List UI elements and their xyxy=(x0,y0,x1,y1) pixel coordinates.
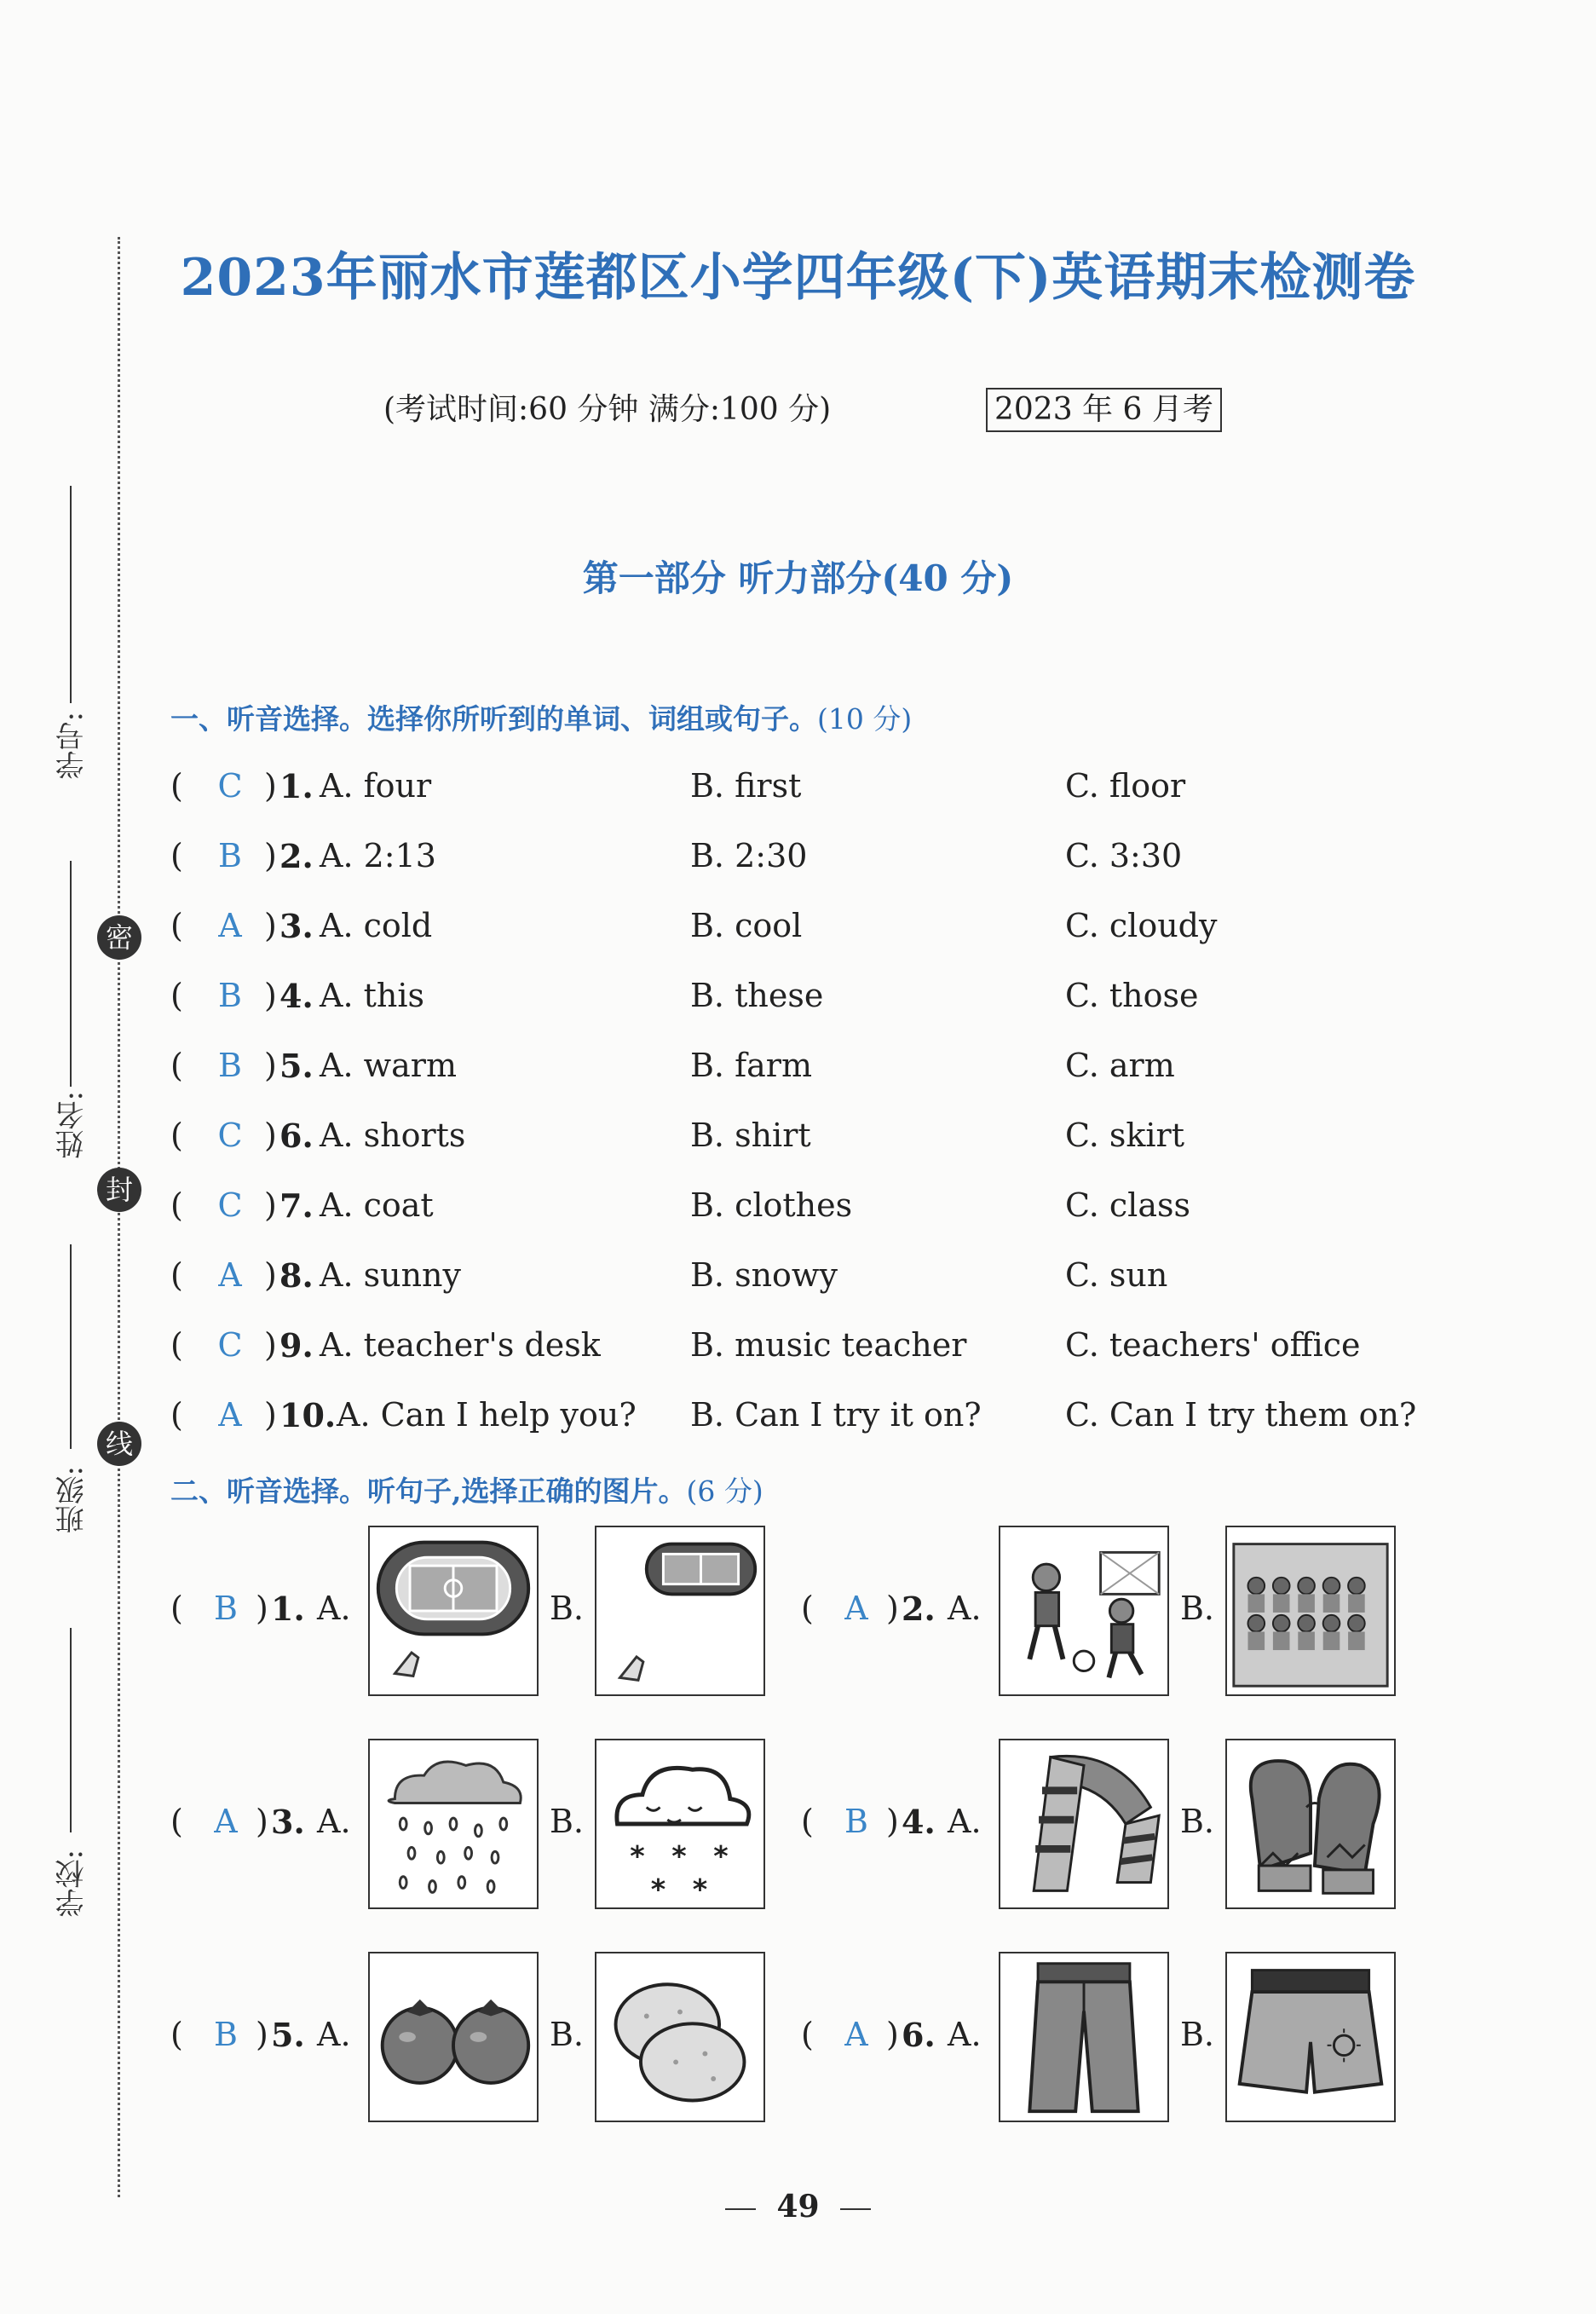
svg-text:*: * xyxy=(671,1839,687,1873)
option-b: B. clothes xyxy=(690,1186,853,1224)
seal-feng: 封 xyxy=(97,1168,141,1212)
svg-text:*: * xyxy=(713,1839,729,1873)
option-a: A. sunny xyxy=(320,1256,461,1294)
answer-mark: B xyxy=(214,1590,238,1627)
question-row xyxy=(170,1396,1449,1447)
option-a: A. coat xyxy=(320,1186,434,1224)
exam-date-box: 2023 年 6 月考 xyxy=(986,388,1222,432)
section1-title xyxy=(170,697,912,737)
answer-bracket: ( xyxy=(170,837,183,874)
svg-text:*: * xyxy=(630,1839,645,1873)
question-number: 2. xyxy=(902,1590,936,1628)
mittens-icon xyxy=(1225,1739,1396,1909)
option-c: C. floor xyxy=(1065,767,1186,805)
seal-mi: 密 xyxy=(97,915,141,960)
question-row xyxy=(170,977,1449,1028)
answer-bracket: ( xyxy=(170,1256,183,1294)
option-b-label: B. xyxy=(1180,2016,1215,2053)
option-c: C. those xyxy=(1065,977,1199,1014)
page-number xyxy=(0,2189,1596,2225)
answer-bracket: ( xyxy=(170,1186,183,1224)
answer-bracket-close: ) xyxy=(256,1803,268,1840)
part-title: 第一部分 听力部分(40 分) xyxy=(582,557,1014,599)
school-line xyxy=(70,1628,72,1832)
answer-bracket: ( xyxy=(170,1047,183,1084)
option-b: B. snowy xyxy=(690,1256,838,1294)
answer-bracket-close: ) xyxy=(886,2016,899,2053)
answer-bracket: ( xyxy=(170,1396,183,1434)
option-b: B. Can I try it on? xyxy=(690,1396,982,1434)
option-a: A. cold xyxy=(320,907,433,944)
tomatoes-icon xyxy=(368,1952,539,2122)
svg-text:*: * xyxy=(650,1873,666,1907)
student-id-line xyxy=(70,486,72,703)
playground-small-icon xyxy=(595,1526,765,1696)
answer-bracket: ( xyxy=(170,977,183,1014)
snow-cloud-icon xyxy=(595,1739,765,1909)
question-number: 1. xyxy=(271,1590,305,1628)
answer-bracket-close: ) xyxy=(264,907,277,944)
option-a: A. shorts xyxy=(320,1117,466,1154)
binding-dotted-line xyxy=(118,237,120,2197)
playground-large-icon xyxy=(368,1526,539,1696)
answer-bracket-close: ) xyxy=(886,1803,899,1840)
question-number: 6. xyxy=(902,2016,936,2054)
option-c: C. class xyxy=(1065,1186,1190,1224)
answer-mark: B xyxy=(218,1047,242,1084)
option-a: A. four xyxy=(320,767,432,805)
question-number: 5. xyxy=(279,1047,314,1085)
answer-bracket: ( xyxy=(170,1590,183,1627)
answer-mark: A xyxy=(218,1256,242,1294)
class-line xyxy=(70,1244,72,1449)
option-a: A. Can I help you? xyxy=(337,1396,637,1434)
football-players-icon xyxy=(999,1526,1169,1696)
answer-bracket-close: ) xyxy=(264,1186,277,1224)
seal-xian: 线 xyxy=(97,1422,141,1466)
question-number: 3. xyxy=(279,907,314,945)
answer-bracket-close: ) xyxy=(256,2016,268,2053)
answer-mark: C xyxy=(217,1186,243,1224)
potatoes-icon xyxy=(595,1952,765,2122)
answer-bracket: ( xyxy=(801,1590,814,1627)
option-b-label: B. xyxy=(550,1803,585,1840)
question-number: 9. xyxy=(279,1326,314,1365)
option-a-label: A. xyxy=(317,1590,351,1627)
option-b: B. 2:30 xyxy=(690,837,808,874)
answer-bracket-close: ) xyxy=(264,1047,277,1084)
option-a-label: A. xyxy=(948,1803,982,1840)
option-b-label: B. xyxy=(1180,1803,1215,1840)
option-c: C. Can I try them on? xyxy=(1065,1396,1417,1434)
answer-bracket: ( xyxy=(801,1803,814,1840)
answer-mark: B xyxy=(218,977,242,1014)
option-c: C. teachers' office xyxy=(1065,1326,1361,1364)
answer-bracket-close: ) xyxy=(264,767,277,805)
answer-bracket-close: ) xyxy=(256,1590,268,1627)
answer-bracket-close: ) xyxy=(264,1396,277,1434)
option-b-label: B. xyxy=(550,2016,585,2053)
answer-bracket-close: ) xyxy=(264,1326,277,1364)
answer-mark: A xyxy=(844,2016,868,2053)
option-c: C. sun xyxy=(1065,1256,1168,1294)
answer-mark: C xyxy=(217,767,243,805)
question-row xyxy=(170,1326,1449,1377)
option-a-label: A. xyxy=(317,1803,351,1840)
section1-title-text: 一、听音选择。选择你所听到的单词、词组或句子。 xyxy=(170,702,817,736)
option-b: B. cool xyxy=(690,907,803,944)
question-number: 1. xyxy=(279,767,314,805)
shorts-icon xyxy=(1225,1952,1396,2122)
question-number: 3. xyxy=(271,1803,305,1841)
option-c: C. cloudy xyxy=(1065,907,1218,944)
rain-cloud-icon xyxy=(368,1739,539,1909)
option-a-label: A. xyxy=(948,2016,982,2053)
question-row xyxy=(170,1256,1449,1307)
student-id-label: 学号: xyxy=(55,712,89,780)
question-row xyxy=(170,1047,1449,1098)
answer-bracket-close: ) xyxy=(264,977,277,1014)
question-number: 2. xyxy=(279,837,314,875)
option-a: A. teacher's desk xyxy=(320,1326,601,1364)
question-number: 10. xyxy=(279,1396,337,1434)
answer-bracket: ( xyxy=(170,767,183,805)
section1-points: (10 分) xyxy=(817,702,913,736)
answer-bracket: ( xyxy=(170,1326,183,1364)
exam-info: (考试时间:60 分钟 满分:100 分) xyxy=(383,392,832,427)
answer-mark: A xyxy=(844,1590,868,1627)
pants-icon xyxy=(999,1952,1169,2122)
question-number: 6. xyxy=(279,1117,314,1155)
option-a: A. 2:13 xyxy=(320,837,436,874)
question-number: 5. xyxy=(271,2016,305,2054)
class-photo-icon xyxy=(1225,1526,1396,1696)
svg-text:*: * xyxy=(692,1873,708,1907)
page-number-text: 49 xyxy=(776,2189,820,2225)
answer-bracket: ( xyxy=(170,2016,183,2053)
question-row xyxy=(170,1186,1449,1238)
answer-bracket-close: ) xyxy=(886,1590,899,1627)
option-b: B. music teacher xyxy=(690,1326,967,1364)
name-label: 姓名: xyxy=(55,1091,89,1159)
option-b: B. first xyxy=(690,767,802,805)
section2-points: (6 分) xyxy=(686,1474,763,1508)
option-c: C. arm xyxy=(1065,1047,1175,1084)
question-row xyxy=(170,837,1449,888)
class-label: 班级: xyxy=(55,1466,89,1534)
question-number: 7. xyxy=(279,1186,314,1225)
section2-title-text: 二、听音选择。听句子,选择正确的图片。 xyxy=(170,1474,687,1508)
answer-mark: C xyxy=(217,1117,243,1154)
answer-bracket-close: ) xyxy=(264,1256,277,1294)
answer-bracket: ( xyxy=(170,907,183,944)
school-label: 学校: xyxy=(55,1849,89,1918)
option-b: B. these xyxy=(690,977,824,1014)
question-number: 4. xyxy=(902,1803,936,1841)
answer-mark: A xyxy=(214,1803,238,1840)
answer-bracket: ( xyxy=(170,1803,183,1840)
option-a: A. warm xyxy=(320,1047,457,1084)
option-a: A. this xyxy=(320,977,424,1014)
answer-mark: C xyxy=(217,1326,243,1364)
option-a-label: A. xyxy=(317,2016,351,2053)
option-a-label: A. xyxy=(948,1590,982,1627)
option-b-label: B. xyxy=(550,1590,585,1627)
option-c: C. 3:30 xyxy=(1065,837,1183,874)
question-row xyxy=(170,1117,1449,1168)
answer-mark: A xyxy=(218,907,242,944)
answer-bracket-close: ) xyxy=(264,837,277,874)
section2-title xyxy=(170,1469,763,1509)
scarf-icon xyxy=(999,1739,1169,1909)
page-title: 2023年丽水市莲都区小学四年级(下)英语期末检测卷 xyxy=(180,248,1416,308)
question-number: 8. xyxy=(279,1256,314,1295)
answer-mark: B xyxy=(844,1803,868,1840)
answer-bracket-close: ) xyxy=(264,1117,277,1154)
answer-bracket: ( xyxy=(801,2016,814,2053)
answer-mark: A xyxy=(218,1396,242,1434)
option-b: B. farm xyxy=(690,1047,813,1084)
answer-mark: B xyxy=(214,2016,238,2053)
option-c: C. skirt xyxy=(1065,1117,1184,1154)
option-b-label: B. xyxy=(1180,1590,1215,1627)
name-line xyxy=(70,861,72,1087)
question-row xyxy=(170,767,1449,818)
answer-mark: B xyxy=(218,837,242,874)
question-row xyxy=(170,907,1449,958)
option-b: B. shirt xyxy=(690,1117,811,1154)
question-number: 4. xyxy=(279,977,314,1015)
answer-bracket: ( xyxy=(170,1117,183,1154)
